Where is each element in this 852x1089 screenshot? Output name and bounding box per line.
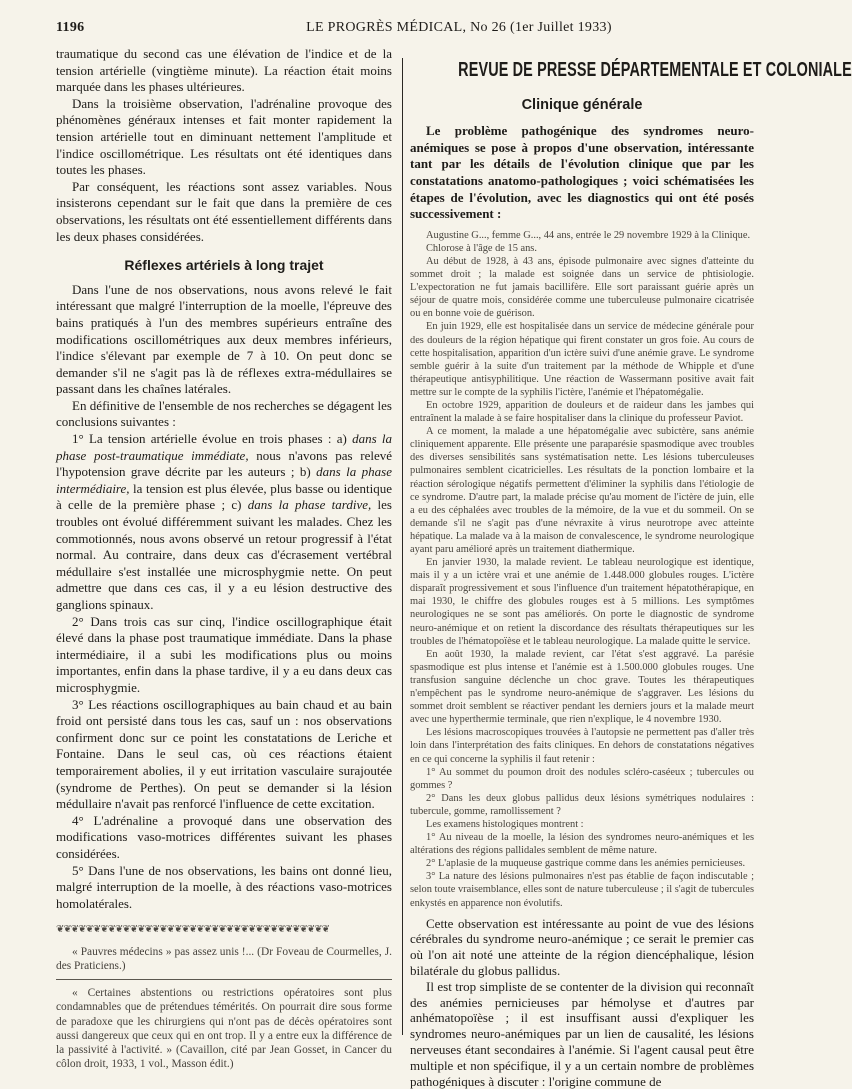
case-paragraph: 1° Au sommet du poumon droit des nodules scléro-caséeux ; tubercules ou gommes ? (410, 766, 754, 791)
paragraph: Par conséquent, les réactions sont assez variables. Nous insisterons cependant sur le fait que dans la première de ces observations, les résultats ont été essentiellement différents dans les deux phases considérées. (56, 178, 392, 244)
conclusion-item: 5° Dans l'une de nos observations, les bains ont donné lieu, malgré interruption de la moelle, à des réactions vaso-motrices homolatérales. (56, 862, 392, 911)
column-divider (402, 58, 403, 1035)
paragraph: Il est trop simpliste de se contenter de la division qui reconnaît des anémies pernicieuses par hémolyse et d'autres par anhématopoïèse ; il est insuffisant aussi d'expliquer les syndromes neuro-anémiques par un lien de causalité, les lésions nerveuses étant secondaires à l'anémie. Si l'agent causal peut être multiple et non spécifique, il y a un certain nombre de problèmes pathogéniques à discuter : l'origine commune de (410, 978, 754, 1089)
case-paragraph: 2° Dans les deux globus pallidus deux lésions symétriques nodulaires : tubercule, gomme, ramollissement ? (410, 792, 754, 817)
conclusion-item: 4° L'adrénaline a provoqué dans une observation des modifications vaso-motrices différentes suivant les phases considérées. (56, 812, 392, 861)
right-column (410, 46, 852, 1089)
quote: « Certaines abstentions ou restrictions opératoires sont plus condamnables que de prétendues témérités. On pourrait dire sous forme de paradoxe que les chirurgiens qui n'ont pas de décès opératoires sont aussi dangereux que ceux qui en ont trop. Il y a entre eux la différence de la passivité à l'activité. » (Cavaillon, cité par Jean Gosset, in Cancer du côlon droit, 1933, 1 vol., Masson édit.) (56, 987, 392, 1071)
text-run: 1° La tension artérielle évolue en trois phases : a) (72, 431, 353, 447)
text-run: r Foveau de Courmelles, J. des Praticiens.) (56, 945, 392, 973)
paragraph: Dans la troisième observation, l'adrénaline provoque des phénomènes généraux intenses et fait monter rapidement la tension artérielle tout en diminuant nettement l'amplitude et l'indice oscillométrique. Les résultats ont été identiques dans toutes les phases. (56, 95, 392, 178)
case-paragraph: En octobre 1929, apparition de douleurs et de raideur dans les jambes qui entraînent la malade à se faire hospitaliser dans la clinique du professeur Paviot. (410, 399, 754, 425)
case-paragraph: Augustine G..., femme G..., 44 ans, entrée le 29 novembre 1929 à la Clinique. (426, 229, 751, 241)
section-heading: Réflexes artériels à long trajet (124, 257, 324, 274)
case-paragraph: Au début de 1928, à 43 ans, épisode pulmonaire avec signes d'atteinte du sommet droit ; la malade est soignée dans un service de phtisiologie. L'expectoration ne fut jamais bacillifère. Elle sort paraissant guérie après un séjour de quatre mois, considérée comme une tuberculeuse pulmonaire cicatrisée ou en bonne voie de guérison. (410, 255, 754, 320)
lead-paragraph (410, 123, 754, 223)
divider (56, 979, 392, 980)
case-paragraph: En août 1930, la malade revient, car l'état s'est aggravé. La parésie spasmodique est plus intense et l'anémie est à 1.500.000 globules rouges. Une transfusion sanguine déclenche un choc grave. Toutes les thérapeutiques n'empêchent pas le syndrome neuro-anémique de s'aggraver. Les lésions du sommet droit semblent se réactiver pendant les derniers jours et la malade meurt avec une hyperthermie terminale, que rien n'explique, le 4 novembre 1930. (410, 648, 754, 726)
italic-run: dans la phase post-traumatique immédiate, (56, 431, 393, 463)
text-run: les troubles ont évolué différemment suivant les malades. Chez les commotionnés, nous avons observé un retour progressif à l'état normal. Au contraire, dans deux cas d'écrasement vertébral médullaire s'est installée une microsphygmie nette. On peut admettre que dans ces cas, il y a eu lésion destructive des ganglions spinaux. (56, 497, 392, 612)
discussion (410, 916, 754, 1089)
revue-title: REVUE DE PRESSE DÉPARTEMENTALE ET COLONIALE (458, 59, 852, 81)
conclusion-item: 3° Les réactions oscillographiques au bain chaud et au bain froid ont persisté dans tous les cas, sauf un : nos observations confirment donc sur ce point les constatations de Leriche et Fontaine. Dans le seul cas, où ces réactions étaient temporairement abolies, il y eut irritation vasculaire surajoutée (syndrome de Perthes). On peut se demander si la lésion médullaire n'avait pas renforcé l'influence de cette excitation. (56, 696, 392, 812)
paragraph: Cette observation est intéressante au point de vue des lésions cérébrales du syndrome neuro-anémique ; ce serait le premier cas où l'on ait noté une atteinte de la région diencéphalique, lésion bilatérale du globus pallidus. (410, 915, 754, 979)
ornamental-divider: ❦❦❦❦❦❦❦❦❦❦❦❦❦❦❦❦❦❦❦❦❦❦❦❦❦❦❦❦❦❦❦❦❦❦❦❦❦ (56, 924, 330, 936)
paragraph: Dans l'une de nos observations, nous avons relevé le fait intéressant que malgré l'interruption de la moelle, l'épreuve des bains pratiqués à l'un des membres supérieurs entraîne des modifications oscillométriques aux deux membres inférieurs, l'indice s'élevant par exemple de 7 à 10. On peut donc se demander s'il ne s'agit pas là de réflexes extra-médullaires se passant dans les chaînes latérales. (56, 281, 392, 397)
case-paragraph: Chlorose à l'âge de 15 ans. (426, 242, 537, 254)
page-number: 1196 (56, 20, 85, 35)
text-run: la tension est plus élevée, plus basse ou identique à celle de la première phase ; c) (56, 480, 392, 513)
conclusion-item (56, 431, 392, 614)
paragraph: traumatique du second cas une élévation de l'indice et de la tension artérielle (vingtième minute). La réaction était moins marquée dans les phases ultérieures. (56, 46, 392, 95)
case-paragraph: Les lésions macroscopiques trouvées à l'autopsie ne permettent pas d'aller très loin dans l'interprétation des faits cliniques. En dehors de constatations négatives en ce qui concerne la syphilis il faut retenir : (410, 727, 754, 765)
paragraph: En définitive de l'ensemble de nos recherches se dégagent les conclusions suivantes : (56, 397, 392, 430)
lead-rest: se pose à propos d'une observation, intéressante tant par les détails de l'évolution clinique que par les constatations anatomo-pathologiques ; voici schématisées les étapes de l'évolution, avec les diagnostics qui ont été posés successivement : (410, 139, 754, 222)
case-paragraph: En juin 1929, elle est hospitalisée dans un service de médecine générale pour des douleurs de la région hépatique qui firent constater un gros foie. Au cours de cette hospitalisation, apparition d'un ictère suivi d'une anémie grave. Le syndrome semble guérir à la suite d'un traitement par la méthode de Whipple et d'une thérapeutique antisyphilitique. Une réaction de Wassermann positive avait fait mettre sur le compte de la syphilis l'ictère, l'anémie et l'hépatomégalie. (410, 321, 754, 398)
left-column (56, 46, 393, 1071)
case-paragraph: 3° La nature des lésions pulmonaires n'est pas établie de façon indiscutable ; selon toute vraisemblance, elles sont de nature tuberculeuse ; il s'agit de tubercules enkystés en apparence non évolutifs. (410, 871, 754, 909)
italic-run: dans la phase intermédiaire, (56, 464, 393, 496)
case-report (410, 229, 754, 910)
lead-title: Le problème pathogénique des syndromes neuro-anémiques (410, 123, 754, 155)
running-title: LE PROGRÈS MÉDICAL, No 26 (1er Juillet 1933) (306, 20, 612, 35)
case-paragraph: 2° L'aplasie de la muqueuse gastrique comme dans les anémies pernicieuses. (426, 858, 746, 870)
quote (56, 945, 392, 973)
italic-run: dans la phase tardive, (247, 497, 372, 513)
case-paragraph: En janvier 1930, la malade revient. Le tableau neurologique est identique, mais il y a un ictère vrai et une anémie de 1.448.000 globules rouges. L'ictère disparaît progressivement et sous l'influence d'un traitement hépatothérapique, en mai 1930, le chiffre des globules rouges est à 5 millions. Les symptômes neurologiques ne se sont pas améliorés. On porte le diagnostic de syndrome neuro-anémique et on retient la discordance des résultats thérapeutiques sur les troubles de l'hématopoïèse et le tableau neurologique. La malade quitte le service. (410, 557, 754, 647)
section-title: Clinique générale (521, 96, 643, 113)
conclusion-item: 2° Dans trois cas sur cinq, l'indice oscillographique était élevé dans la phase post traumatique immédiate. Dans la phase intermédiaire, il a subi les modifications plus ou moins importantes, enfin dans la phase tardive, il y a eu dans deux cas microsphygmie. (56, 613, 392, 695)
page-header (56, 16, 742, 38)
case-paragraph: A ce moment, la malade a une hépatomégalie avec subictère, sans anémie cliniquement apparente. Elle présente une paraparésie spasmodique avec troubles des diverses sensibilités sans systématisation nette. Les lésions tuberculeuses pulmonaires semblent cicatricielles. Les résultats de la ponction lombaire et la réaction sérologique négatifs permettent d'éliminer la syphilis dans l'étiologie de ce syndrome. D'autre part, la malade précise qu'au moment de l'ictère de juin, elle a eu des céphalées avec troubles de la mémoire, de la vue et du sommeil. On se demande s'il ne s'agit pas d'une névraxite à virus neurotrope avec atteinte hépatique. La malade va à la maison de convalescence, le syndrome neurologique ayant paru amélioré après un traitement diathermique. (410, 426, 754, 555)
case-paragraph: 1° Au niveau de la moelle, la lésion des syndromes neuro-anémiques et les altérations des régions pallidales semblent de même nature. (410, 832, 754, 857)
text-run: « Pauvres médecins » pas assez unis !... (D (72, 945, 270, 958)
text-run: nous n'avons pas relevé l'hypotension grave décrite par les auteurs ; b) (56, 447, 392, 480)
case-paragraph: Les examens histologiques montrent : (426, 818, 584, 830)
